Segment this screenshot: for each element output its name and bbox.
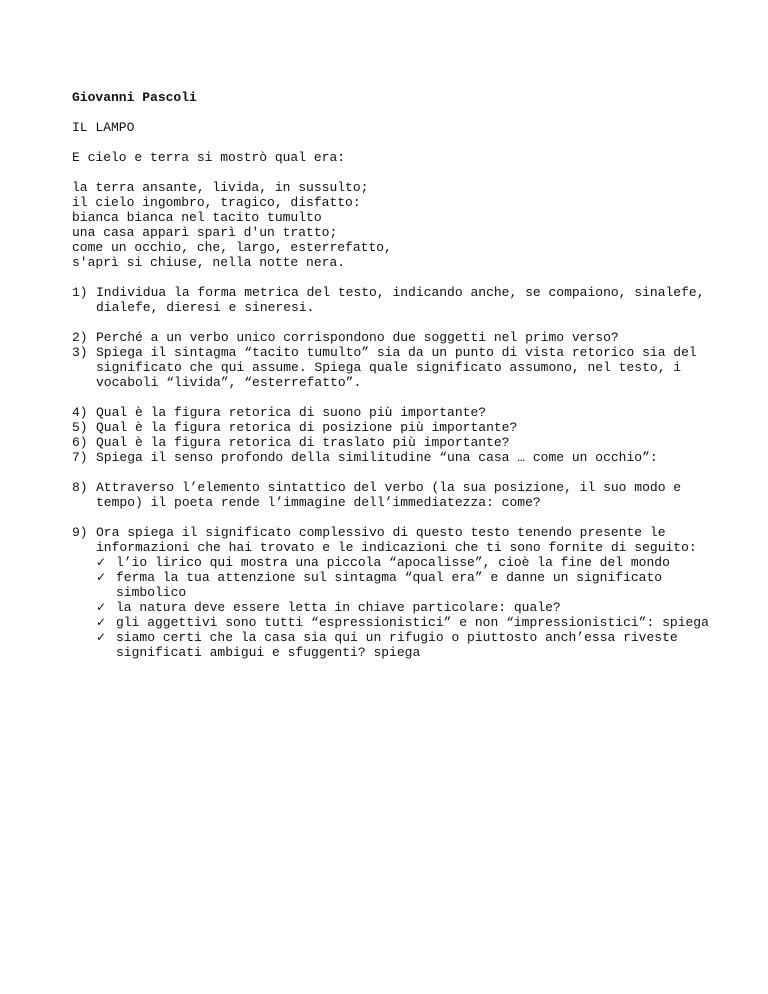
question-text: Qual è la figura retorica di traslato più importante? (96, 435, 510, 450)
question-text: Qual è la figura retorica di suono più importante? (96, 405, 487, 420)
question-text: Qual è la figura retorica di posizione più importante? (96, 420, 518, 435)
question-number: 3) (72, 345, 88, 360)
question-body (96, 525, 732, 660)
poem-verse: la terra ansante, livida, in sussulto; (72, 180, 369, 195)
checklist-item (96, 555, 732, 570)
question-5 (72, 420, 732, 435)
question-4 (72, 405, 732, 420)
question-6 (72, 435, 732, 450)
question-text: Ora spiega il significato complessivo di questo testo tenendo presente le informazioni che hai trovato e le indicazioni che ti sono fornite di seguito: (96, 525, 697, 555)
question-number: 1) (72, 285, 88, 300)
question-text: Individua la forma metrica del testo, indicando anche, se compaiono, sinalefe, dialefe, dieresi e sineresi. (96, 285, 705, 315)
checkmark-icon: ✓ (96, 555, 107, 569)
poem-first-line: E cielo e terra si mostrò qual era: (72, 150, 346, 165)
poem-verse: s'aprì si chiuse, nella notte nera. (72, 255, 346, 270)
question-text: Spiega il sintagma “tacito tumulto” sia da un punto di vista retorico sia del significato che qui assume. Spiega quale significato assumono, nel testo, i vocaboli “livida”, “esterrefatto”. (96, 345, 697, 390)
question-group-2 (72, 330, 732, 390)
checklist-item-text: siamo certi che la casa sia qui un rifugio o piuttosto anch’essa riveste significati ambigui e sfuggenti? spiega (116, 630, 678, 660)
checklist-item (96, 615, 732, 630)
question-group-4 (72, 480, 732, 510)
question-number: 6) (72, 435, 88, 450)
question-text: Attraverso l’elemento sintattico del verbo (la sua posizione, il suo modo e tempo) il poeta rende l’immagine dell’immediatezza: come? (96, 480, 682, 510)
poem-stanza (72, 180, 732, 270)
question-group-5 (72, 525, 732, 660)
poem-verse: bianca bianca nel tacito tumulto (72, 210, 322, 225)
checkmark-icon: ✓ (96, 630, 107, 644)
document-page (72, 90, 732, 675)
question-text: Perché a un verbo unico corrispondono due soggetti nel primo verso? (96, 330, 619, 345)
checkmark-icon: ✓ (96, 615, 107, 629)
question-number: 7) (72, 450, 88, 465)
question-number: 9) (72, 525, 88, 540)
checklist (96, 555, 732, 660)
checklist-item (96, 630, 732, 660)
question-number: 5) (72, 420, 88, 435)
poem-verse: una casa apparì sparì d'un tratto; (72, 225, 338, 240)
question-1 (72, 285, 732, 315)
poem-verse: il cielo ingombro, tragico, disfatto: (72, 195, 361, 210)
poem-verse: come un occhio, che, largo, esterrefatto, (72, 240, 392, 255)
question-9 (72, 525, 732, 660)
checklist-item-text: la natura deve essere letta in chiave particolare: quale? (116, 600, 561, 615)
checklist-item-text: gli aggettivi sono tutti “espressionistici” e non “impressionistici”: spiega (116, 615, 709, 630)
checklist-item (96, 570, 732, 600)
checklist-item-text: l’io lirico qui mostra una piccola “apocalisse”, cioè la fine del mondo (116, 555, 670, 570)
checkmark-icon: ✓ (96, 570, 107, 584)
checklist-item (96, 600, 732, 615)
question-8 (72, 480, 732, 510)
question-group-1 (72, 285, 732, 315)
checklist-item-text: ferma la tua attenzione sul sintagma “qual era” e danne un significato simbolico (116, 570, 663, 600)
question-2 (72, 330, 732, 345)
poem-title: IL LAMPO (72, 120, 135, 135)
checkmark-icon: ✓ (96, 600, 107, 614)
question-number: 2) (72, 330, 88, 345)
question-3 (72, 345, 732, 390)
question-number: 8) (72, 480, 88, 495)
question-text: Spiega il senso profondo della similitudine “una casa … come un occhio”: (96, 450, 658, 465)
author-heading: Giovanni Pascoli (72, 90, 197, 105)
question-number: 4) (72, 405, 88, 420)
question-group-3 (72, 405, 732, 465)
question-7 (72, 450, 732, 465)
